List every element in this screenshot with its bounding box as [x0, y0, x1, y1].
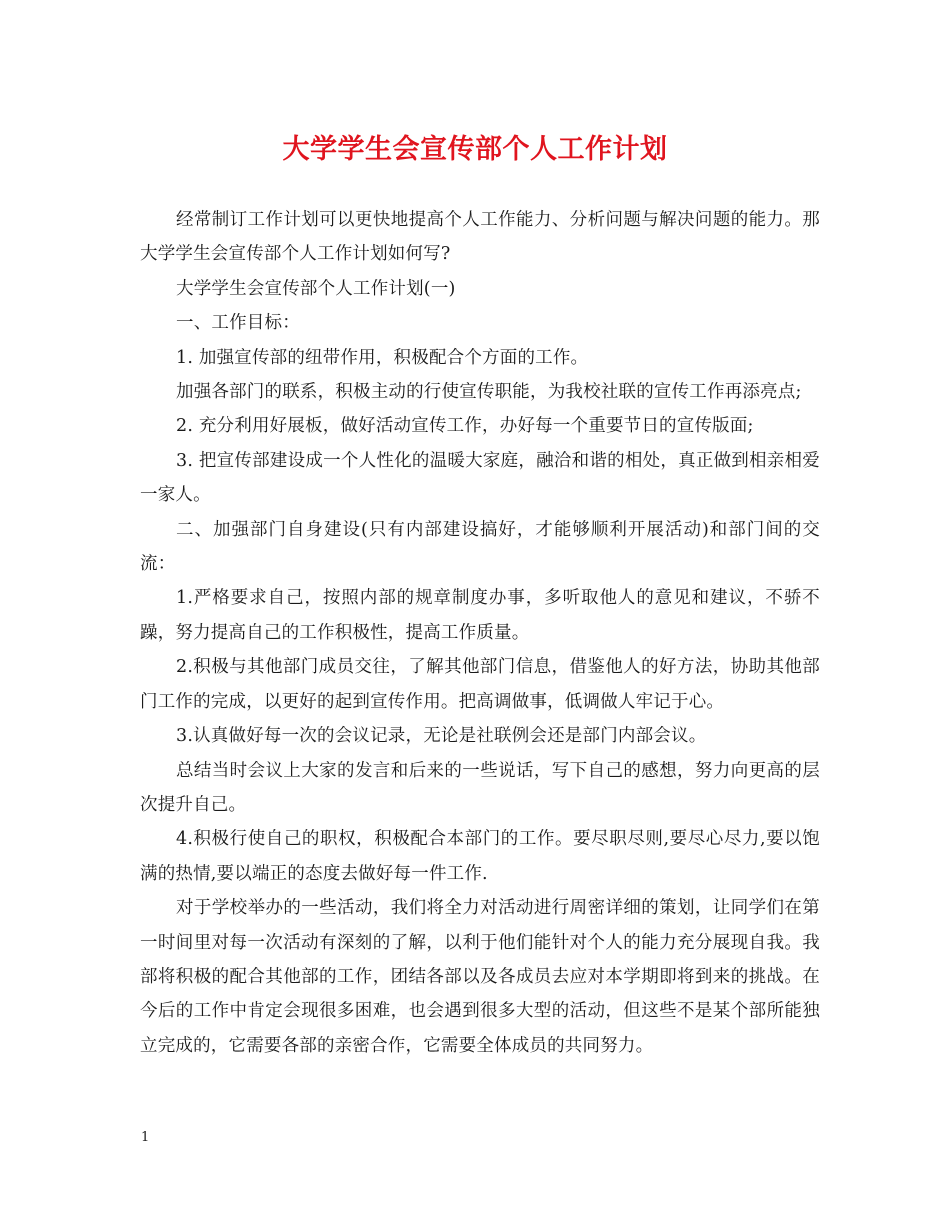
- paragraph-section-1-heading: 一、工作目标：: [176, 313, 300, 334]
- paragraph-plan-heading: 大学学生会宣传部个人工作计划(一): [176, 278, 456, 299]
- page-number: 1: [141, 1130, 150, 1145]
- paragraph-item-3-detail: 总结当时会议上大家的发言和后来的一些说话，写下自己的感想，努力向更高的层次提升自己。: [140, 760, 820, 815]
- paragraph-item-4: 4.积极行使自己的职权，积极配合本部门的工作。要尽职尽则,要尽心尽力,要以饱满的热情,要以端正的态度去做好每一件工作.: [140, 829, 820, 884]
- paragraph-goal-1-detail: 加强各部门的联系，积极主动的行使宣传职能，为我校社联的宣传工作再添亮点;: [176, 382, 802, 403]
- paragraph-goal-1: 1. 加强宣传部的纽带作用，积极配合个方面的工作。: [176, 347, 589, 368]
- document-body: [140, 203, 820, 1063]
- paragraph-section-2-heading: 二、加强部门自身建设(只有内部建设搞好，才能够顺利开展活动)和部门间的交流：: [140, 519, 820, 575]
- paragraph-item-3: 3.认真做好每一次的会议记录，无论是社联例会还是部门内部会议。: [176, 726, 707, 747]
- paragraph-goal-3: 3. 把宣传部建设成一个人性化的温暖大家庭，融洽和谐的相处，真正做到相亲相爱一家人。: [140, 450, 820, 506]
- paragraph-intro: 经常制订工作计划可以更快地提高个人工作能力、分析问题与解决问题的能力。那大学学生会宣传部个人工作计划如何写?: [140, 210, 820, 265]
- paragraph-item-2: 2.积极与其他部门成员交往，了解其他部门信息，借鉴他人的好方法，协助其他部门工作的完成，以更好的起到宣传作用。把高调做事，低调做人牢记于心。: [140, 657, 820, 712]
- document-title: 大学学生会宣传部个人工作计划: [282, 134, 668, 165]
- paragraph-activities: 对于学校举办的一些活动，我们将全力对活动进行周密详细的策划，让同学们在第一时间里对每一次活动有深刻的了解，以利于他们能针对个人的能力充分展现自我。我部将积极的配合其他部的工作，团结各部以及各成员去应对本学期即将到来的挑战。在今后的工作中肯定会现很多困难，也会遇到很多大型的活动，但这些不是某个部所能独立完成的，它需要各部的亲密合作，它需要全体成员的共同努力。: [140, 898, 820, 1056]
- paragraph-item-1: 1.严格要求自己，按照内部的规章制度办事，多听取他人的意见和建议，不骄不躁，努力提高自己的工作积极性，提高工作质量。: [140, 588, 820, 643]
- paragraph-goal-2: 2. 充分利用好展板，做好活动宣传工作，办好每一个重要节日的宣传版面;: [176, 416, 754, 437]
